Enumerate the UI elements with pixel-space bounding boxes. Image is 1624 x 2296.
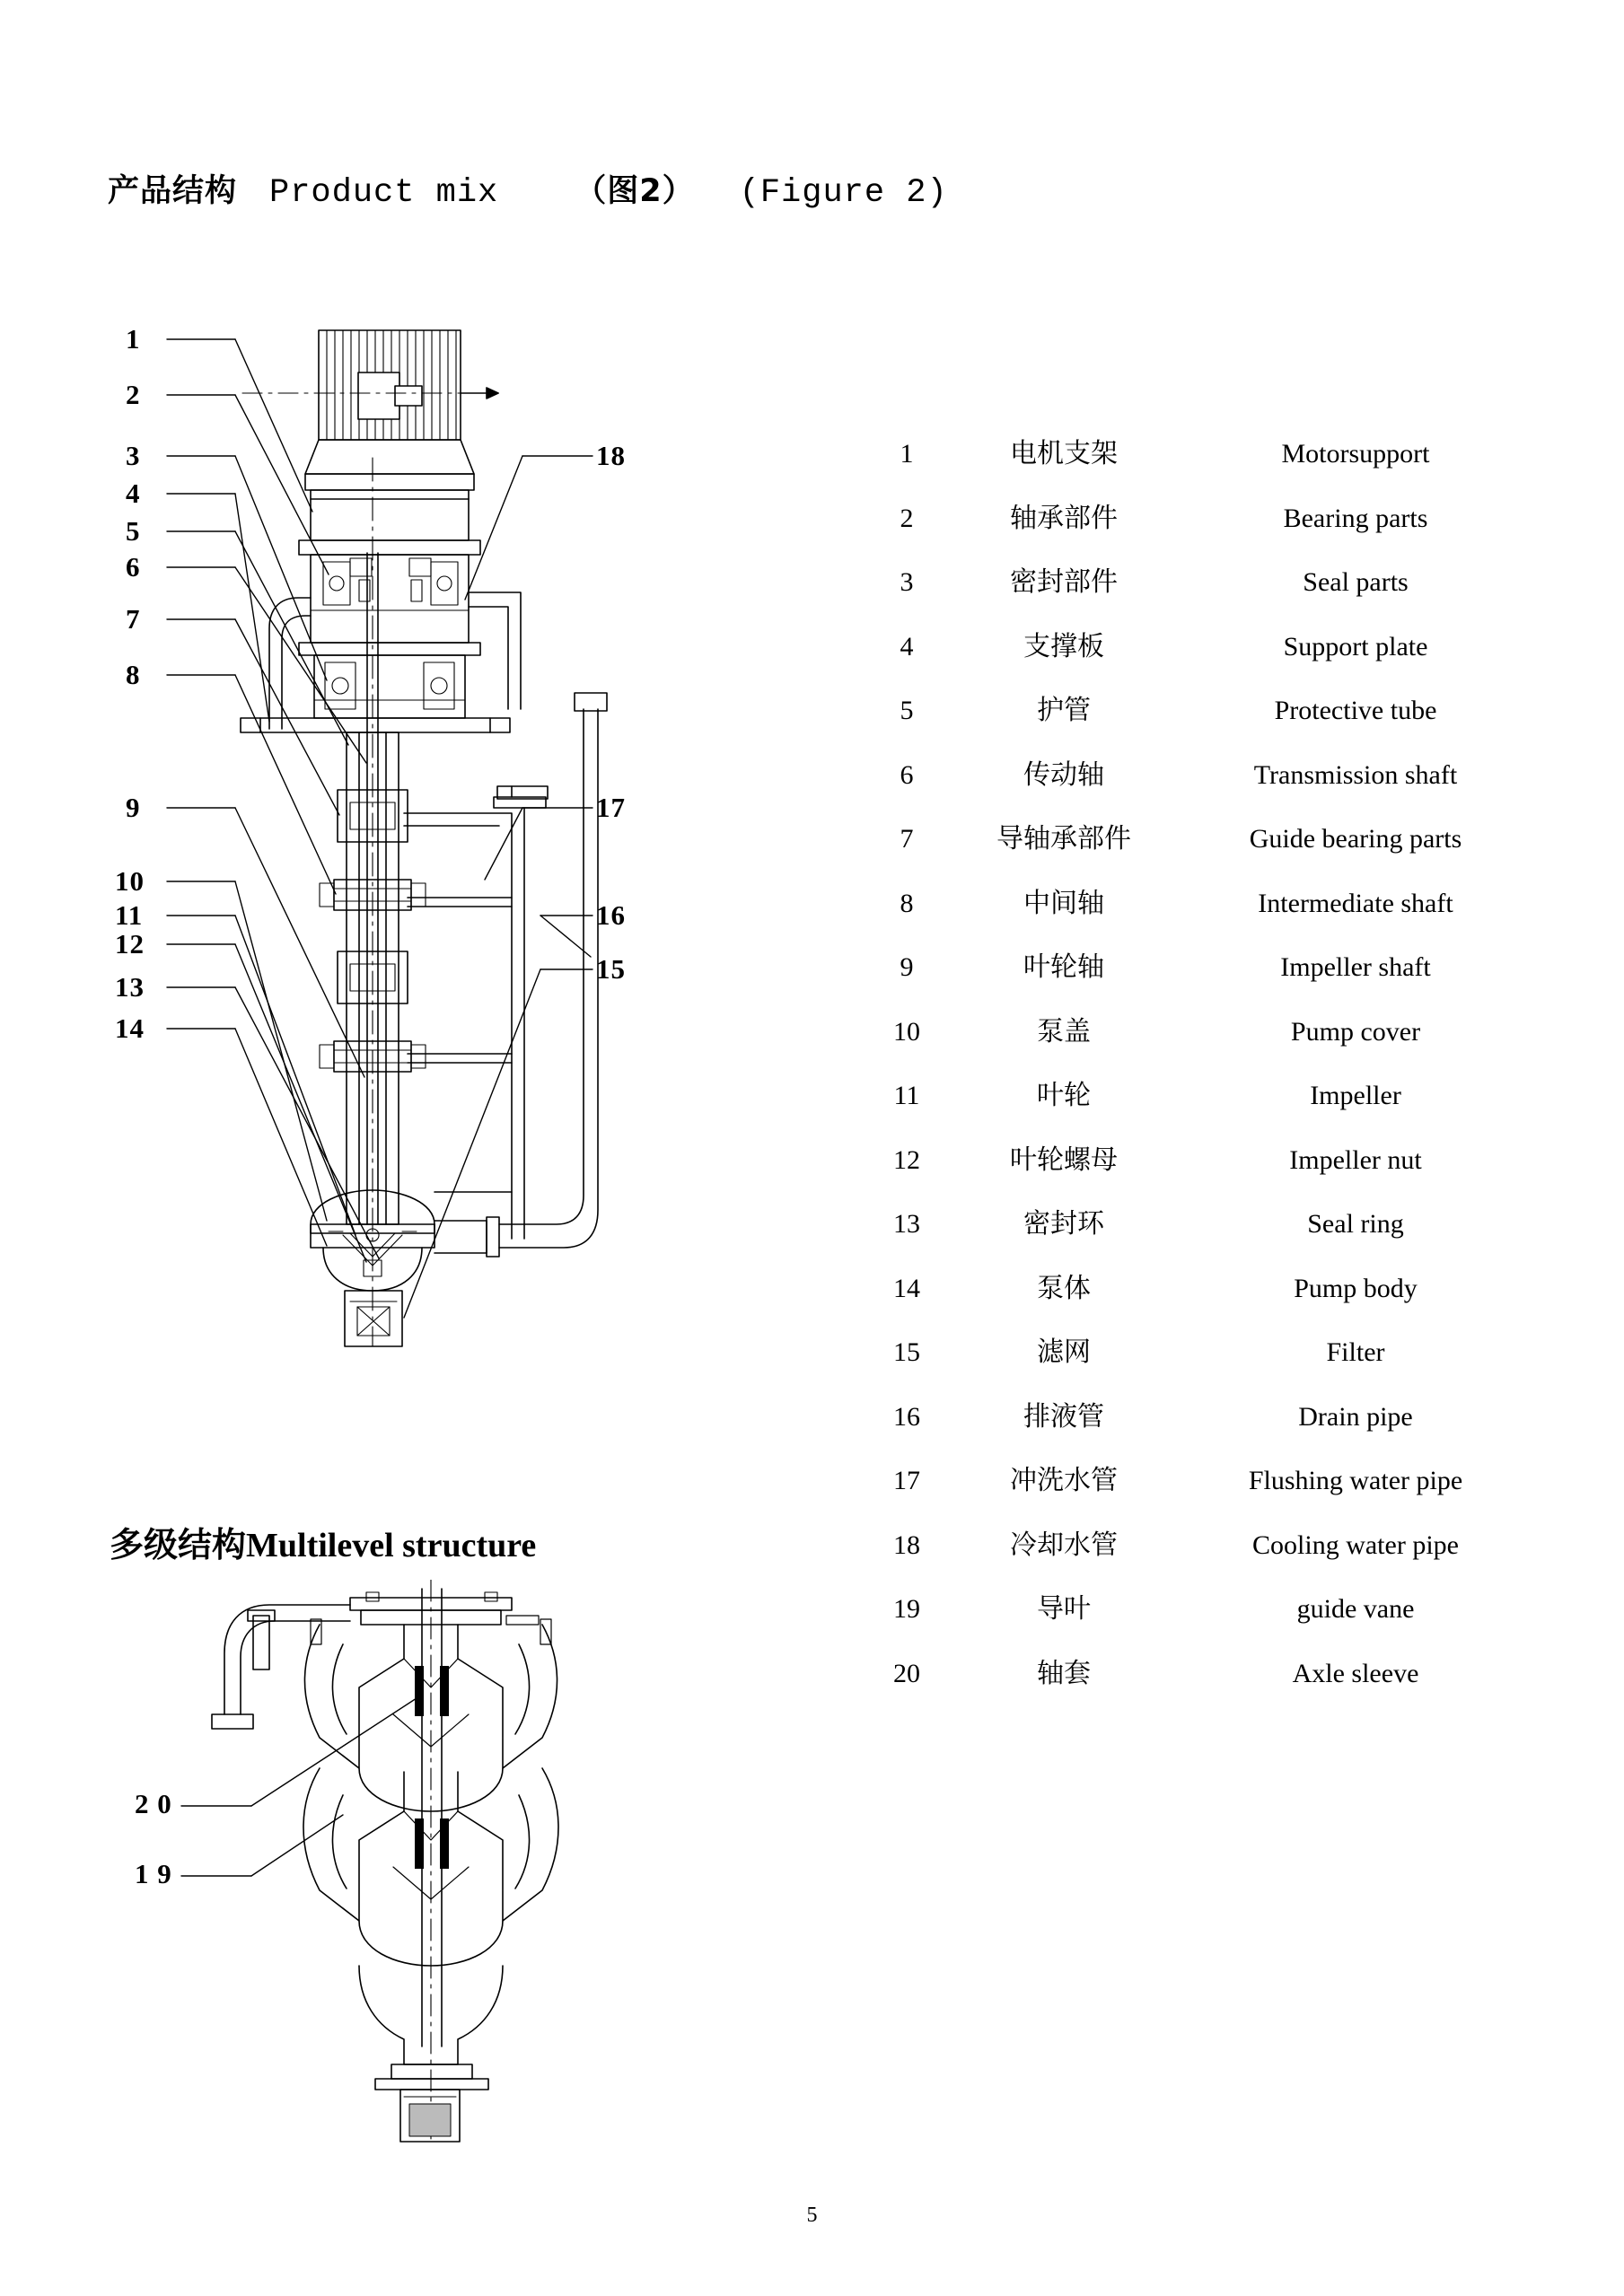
legend-number: 15 [893, 1337, 920, 1367]
legend-row [875, 816, 1522, 881]
legend-number: 2 [900, 503, 914, 533]
legend-name-cn: 传动轴 [1023, 758, 1104, 791]
legend-row [875, 1201, 1522, 1266]
legend-row [875, 752, 1522, 817]
section-title-en: Multilevel structure [246, 1527, 537, 1564]
legend-row [875, 1586, 1522, 1651]
callout-16: 16 [596, 899, 626, 931]
legend-name-cn: 泵体 [1037, 1272, 1091, 1304]
legend-number: 20 [893, 1658, 920, 1688]
legend-name-cn: 轴承部件 [1010, 502, 1118, 534]
legend-number: 9 [900, 952, 914, 982]
legend-name-cn: 密封环 [1023, 1208, 1104, 1240]
legend-number: 19 [893, 1594, 920, 1624]
legend-name-cn: 密封部件 [1010, 566, 1118, 598]
legend-name-en: Flushing water pipe [1248, 1466, 1463, 1495]
callout-20: 2 0 [135, 1788, 172, 1819]
legend-name-cn: 护管 [1037, 695, 1091, 726]
legend-name-en: Support plate [1283, 631, 1428, 662]
callout-18: 18 [596, 440, 626, 471]
legend-name-en: Cooling water pipe [1252, 1529, 1459, 1560]
callout-9: 9 [126, 792, 141, 823]
callout-17: 17 [596, 792, 626, 823]
callout-8: 8 [126, 659, 141, 690]
callout-1: 1 [126, 323, 141, 355]
legend-name-en: Pump cover [1290, 1016, 1421, 1047]
legend-name-cn: 叶轮轴 [1023, 951, 1104, 983]
legend-name-cn: 支撑板 [1023, 630, 1104, 662]
legend-name-cn: 冷却水管 [1010, 1529, 1118, 1561]
callout-15: 15 [596, 953, 626, 985]
legend-name-cn: 中间轴 [1023, 887, 1104, 919]
legend-name-en: Transmission shaft [1253, 759, 1458, 790]
page-number: 5 [806, 2204, 818, 2227]
legend-name-cn: 电机支架 [1010, 438, 1118, 469]
legend-number: 14 [893, 1273, 920, 1303]
callout-11: 11 [115, 899, 144, 931]
legend-name-en: Seal ring [1307, 1209, 1404, 1239]
page-title-cn: 产品结构 [108, 173, 238, 209]
parts-legend-table [875, 431, 1522, 1714]
legend-number: 7 [900, 824, 914, 854]
callout-6: 6 [126, 551, 141, 583]
legend-row [875, 1009, 1522, 1074]
legend-number: 13 [893, 1209, 920, 1239]
section-title-multilevel [110, 1517, 536, 1566]
legend-row [875, 688, 1522, 752]
legend-name-cn: 冲洗水管 [1010, 1465, 1118, 1496]
figure-label-en: (Figure 2) [739, 174, 948, 212]
callout-5: 5 [126, 515, 141, 547]
pump-assembly-diagram [115, 323, 844, 1481]
legend-name-en: Impeller nut [1289, 1144, 1422, 1175]
page-title [108, 166, 948, 212]
legend-name-cn: 滤网 [1037, 1336, 1091, 1368]
legend-number: 12 [893, 1144, 920, 1175]
legend-name-cn: 叶轮螺母 [1010, 1144, 1118, 1176]
legend-row [875, 1137, 1522, 1202]
figure-label-cn: （图2） [575, 173, 695, 209]
legend-name-en: Impeller [1310, 1081, 1401, 1110]
legend-name-en: guide vane [1296, 1594, 1415, 1624]
legend-row [875, 431, 1522, 495]
callout-19: 1 9 [135, 1858, 172, 1889]
legend-number: 1 [900, 439, 914, 469]
legend-name-cn: 泵盖 [1037, 1015, 1091, 1047]
legend-number: 4 [900, 631, 914, 662]
legend-name-cn: 导轴承部件 [996, 823, 1131, 854]
legend-row [875, 944, 1522, 1009]
legend-number: 18 [893, 1529, 920, 1560]
legend-number: 16 [893, 1401, 920, 1432]
legend-row [875, 495, 1522, 560]
legend-row [875, 881, 1522, 945]
legend-name-en: Motorsupport [1281, 439, 1430, 469]
legend-row [875, 624, 1522, 688]
callout-7: 7 [126, 603, 141, 635]
legend-row [875, 559, 1522, 624]
legend-row [875, 1522, 1522, 1587]
callout-4: 4 [126, 478, 141, 509]
legend-number: 10 [893, 1016, 920, 1047]
legend-name-en: Guide bearing parts [1249, 824, 1462, 854]
legend-name-cn: 轴套 [1037, 1657, 1091, 1689]
callout-3: 3 [126, 440, 141, 471]
legend-name-cn: 导叶 [1037, 1593, 1091, 1625]
legend-row [875, 1266, 1522, 1330]
section-title-cn: 多级结构 [110, 1525, 247, 1564]
callout-12: 12 [115, 928, 145, 960]
legend-name-en: Intermediate shaft [1258, 888, 1453, 918]
page-title-en: Product mix [269, 174, 499, 212]
legend-name-en: Axle sleeve [1292, 1658, 1419, 1688]
legend-number: 6 [900, 759, 914, 790]
legend-name-cn: 排液管 [1023, 1400, 1104, 1433]
legend-number: 8 [900, 888, 914, 918]
legend-row [875, 1651, 1522, 1715]
legend-row [875, 1458, 1522, 1522]
legend-row [875, 1073, 1522, 1137]
legend-number: 11 [893, 1081, 920, 1110]
legend-name-en: Drain pipe [1298, 1401, 1413, 1432]
legend-row [875, 1394, 1522, 1459]
legend-number: 3 [900, 567, 914, 597]
legend-number: 17 [893, 1466, 920, 1495]
legend-name-en: Seal parts [1303, 567, 1409, 597]
callout-10: 10 [115, 865, 145, 897]
legend-name-en: Bearing parts [1283, 503, 1428, 533]
legend-number: 5 [900, 696, 914, 725]
legend-name-en: Pump body [1294, 1273, 1418, 1303]
callout-2: 2 [126, 379, 141, 410]
legend-name-cn: 叶轮 [1037, 1080, 1091, 1111]
multilevel-structure-diagram [135, 1580, 763, 2154]
callout-13: 13 [115, 971, 145, 1003]
legend-row [875, 1329, 1522, 1394]
legend-name-en: Protective tube [1274, 696, 1437, 725]
callout-14: 14 [115, 1012, 145, 1044]
legend-name-en: Impeller shaft [1280, 952, 1431, 982]
legend-name-en: Filter [1326, 1337, 1385, 1367]
